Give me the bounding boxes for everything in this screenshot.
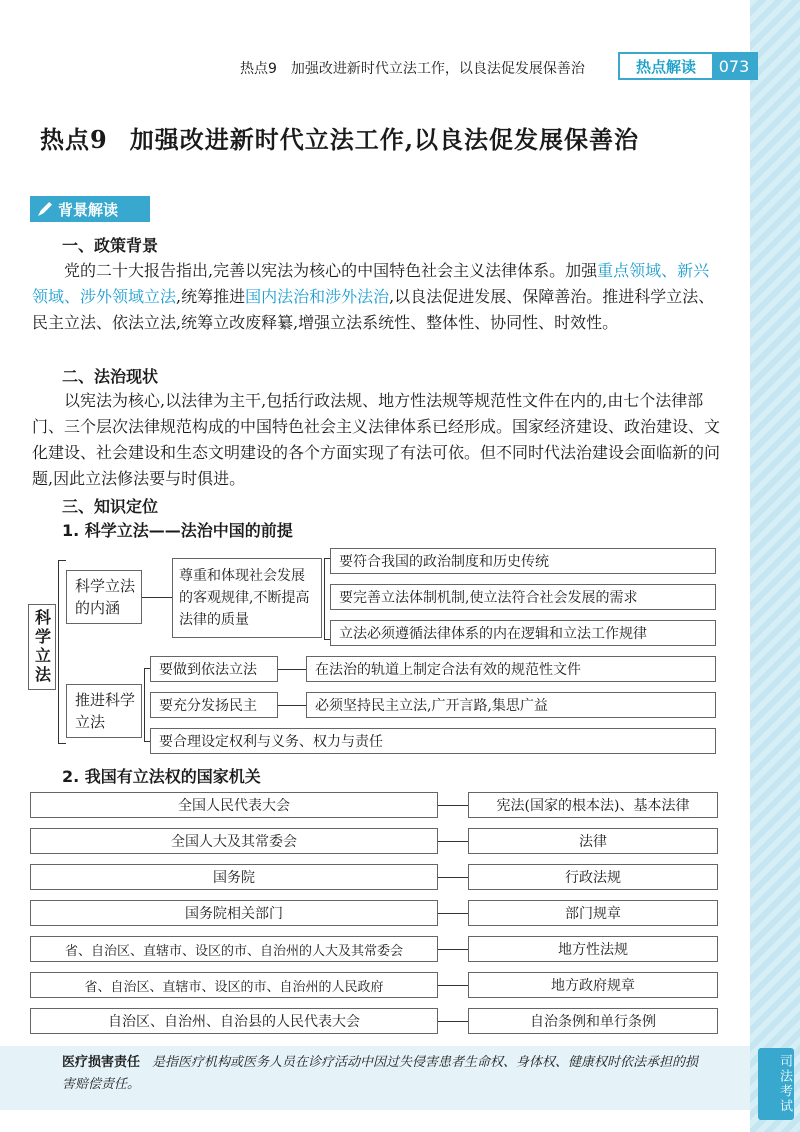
organ-row-4: 国务院相关部门 — [30, 900, 438, 926]
diagram1-leaf-1: 要符合我国的政治制度和历史传统 — [330, 548, 716, 574]
diagram1-branch2: 推进科学立法 — [66, 684, 142, 738]
page-title — [40, 120, 730, 155]
status-text: 以宪法为核心,以法律为主干,包括行政法规、地方性法规等规范性文件在内的,由七个法律部门、三个层次法律规范构成的中国特色社会主义法律体系已经形成。国家经济建设、政治建设、文化建设、社会建设和生态文明建设的各个方面实现了有法可依。但不同时代法治建设会面临新的问题,因此立法修法要与时俱进。 — [32, 391, 721, 488]
organ-row-7: 自治区、自治州、自治县的人民代表大会 — [30, 1008, 438, 1034]
connector — [278, 669, 306, 670]
heading-knowledge: 三、知识定位 — [62, 497, 159, 516]
diagram1-branch1: 科学立法的内涵 — [66, 570, 142, 624]
footer-term: 医疗损害责任 — [62, 1055, 141, 1070]
connector — [438, 949, 468, 950]
header-badge — [618, 52, 758, 80]
policy-highlight-1: 重点领域、新兴领域、涉外领域立法 — [32, 261, 710, 306]
law-row-1: 宪法(国家的根本法)、基本法律 — [468, 792, 718, 818]
footer-definition: 是指医疗机构或医务人员在诊疗活动中因过失侵害患者生命权、身体权、健康权时依法承担的损害赔偿责任。 — [62, 1055, 699, 1092]
policy-text-c: ,以良法促进发展、保障善治。推进科学立法、民主立法、依法立法,统筹立改废释纂,增强立法系统性、整体性、协同性、时效性。 — [32, 287, 715, 332]
page-number: 073 — [712, 54, 756, 78]
side-tab: 司法考试 — [758, 1048, 794, 1120]
heading-status: 二、法治现状 — [62, 367, 159, 386]
side-stripe — [750, 0, 800, 1132]
policy-text-b: ,统筹推进 — [176, 287, 246, 306]
law-row-2: 法律 — [468, 828, 718, 854]
subheading-organs: 2. 我国有立法权的国家机关 — [62, 767, 261, 786]
diagram1-item-1-right: 在法治的轨道上制定合法有效的规范性文件 — [306, 656, 716, 682]
title-text: 加强改进新时代立法工作,以良法促发展保善治 — [129, 125, 640, 154]
law-row-3: 行政法规 — [468, 864, 718, 890]
connector — [438, 1021, 468, 1022]
section-badge-label: 背景解读 — [58, 200, 119, 219]
connector — [438, 913, 468, 914]
connector — [438, 985, 468, 986]
connector — [142, 597, 172, 598]
diagram1-item-1-left: 要做到依法立法 — [150, 656, 278, 682]
header-badge-label: 热点解读 — [635, 57, 696, 76]
connector — [278, 705, 306, 706]
policy-text-a: 党的二十大报告指出,完善以宪法为核心的中国特色社会主义法律体系。加强 — [64, 261, 598, 280]
diagram1-leaf-3: 立法必须遵循法律体系的内在逻辑和立法工作规律 — [330, 620, 716, 646]
law-row-7: 自治条例和单行条例 — [468, 1008, 718, 1034]
diagram1-item-2-right: 必须坚持民主立法,广开言路,集思广益 — [306, 692, 716, 718]
diagram1-root: 科学立法 — [28, 604, 56, 690]
law-row-6: 地方政府规章 — [468, 972, 718, 998]
diagram1-item-2-left: 要充分发扬民主 — [150, 692, 278, 718]
organ-row-3: 国务院 — [30, 864, 438, 890]
pen-icon — [38, 202, 52, 216]
organ-row-6: 省、自治区、直辖市、设区的市、自治州的人民政府 — [30, 972, 438, 998]
subheading-science: 1. 科学立法——法治中国的前提 — [62, 521, 293, 540]
connector — [438, 841, 468, 842]
diagram1-branch1-mid: 尊重和体现社会发展的客观规律,不断提高法律的质量 — [172, 558, 322, 638]
diagram1-root-brace — [58, 560, 66, 744]
organ-row-5: 省、自治区、直辖市、设区的市、自治州的人大及其常委会 — [30, 936, 438, 962]
footer-note — [62, 1052, 702, 1096]
section-badge — [30, 196, 150, 222]
organ-row-2: 全国人大及其常委会 — [30, 828, 438, 854]
connector — [438, 877, 468, 878]
diagram1-item-3: 要合理设定权利与义务、权力与责任 — [150, 728, 716, 754]
heading-policy: 一、政策背景 — [62, 236, 159, 255]
paragraph-policy — [32, 258, 722, 336]
policy-highlight-2: 国内法治和涉外法治 — [245, 287, 390, 306]
diagram1-leaf-2: 要完善立法体制机制,使立法符合社会发展的需求 — [330, 584, 716, 610]
law-row-4: 部门规章 — [468, 900, 718, 926]
connector — [438, 805, 468, 806]
running-header: 热点9 加强改进新时代立法工作，以良法促发展保善治 — [240, 61, 585, 77]
law-row-5: 地方性法规 — [468, 936, 718, 962]
title-number: 热点9 — [40, 125, 108, 154]
organ-row-1: 全国人民代表大会 — [30, 792, 438, 818]
paragraph-status — [32, 388, 722, 492]
